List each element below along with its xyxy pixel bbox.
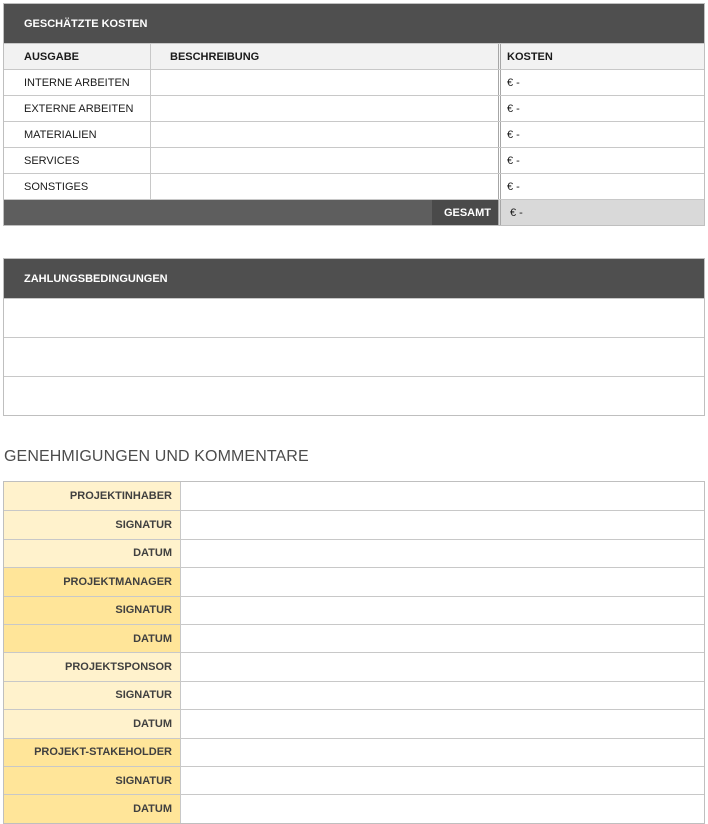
costs-column-header-row <box>4 43 704 69</box>
table-row <box>4 794 704 822</box>
total-row <box>4 199 704 225</box>
approval-value[interactable] <box>181 653 704 680</box>
approvals-title: GENEHMIGUNGEN UND KOMMENTARE <box>4 448 309 465</box>
approval-label: SIGNATUR <box>4 597 181 624</box>
description-cell[interactable] <box>151 174 498 199</box>
approval-value[interactable] <box>181 710 704 737</box>
column-header-expense: AUSGABE <box>4 44 151 69</box>
table-row <box>4 69 704 95</box>
table-row <box>4 95 704 121</box>
cost-cell[interactable]: € - <box>498 174 704 199</box>
payment-terms-section <box>3 258 705 416</box>
expense-cell: SONSTIGES <box>4 174 151 199</box>
approval-label: DATUM <box>4 625 181 652</box>
payment-terms-line[interactable] <box>4 337 704 376</box>
description-cell[interactable] <box>151 148 498 173</box>
expense-cell: EXTERNE ARBEITEN <box>4 96 151 121</box>
expense-cell: SERVICES <box>4 148 151 173</box>
approval-value[interactable] <box>181 682 704 709</box>
table-row <box>4 567 704 595</box>
approval-label: PROJEKTMANAGER <box>4 568 181 595</box>
approval-value[interactable] <box>181 482 704 510</box>
cost-cell[interactable]: € - <box>498 148 704 173</box>
approval-value[interactable] <box>181 795 704 822</box>
column-header-description: BESCHREIBUNG <box>170 50 260 63</box>
description-cell[interactable] <box>151 96 498 121</box>
approval-value[interactable] <box>181 511 704 538</box>
table-row <box>4 121 704 147</box>
table-row <box>4 624 704 652</box>
table-row <box>4 539 704 567</box>
table-row <box>4 482 704 510</box>
approval-label: SIGNATUR <box>4 767 181 794</box>
table-row <box>4 681 704 709</box>
approval-label: DATUM <box>4 795 181 822</box>
approval-value[interactable] <box>181 597 704 624</box>
approval-value[interactable] <box>181 540 704 567</box>
approval-label: PROJEKTSPONSOR <box>4 653 181 680</box>
total-label: GESAMT <box>432 200 498 225</box>
description-cell[interactable] <box>151 70 498 95</box>
approval-label: PROJEKTINHABER <box>4 482 181 510</box>
cost-cell[interactable]: € - <box>498 96 704 121</box>
column-header-cost: KOSTEN <box>498 44 704 69</box>
approval-value[interactable] <box>181 739 704 766</box>
costs-title: GESCHÄTZTE KOSTEN <box>4 4 704 43</box>
table-row <box>4 709 704 737</box>
approval-value[interactable] <box>181 568 704 595</box>
approval-value[interactable] <box>181 767 704 794</box>
expense-cell: INTERNE ARBEITEN <box>4 70 151 95</box>
payment-terms-title: ZAHLUNGSBEDINGUNGEN <box>4 259 704 298</box>
table-row <box>4 173 704 199</box>
approval-label: DATUM <box>4 540 181 567</box>
table-row <box>4 147 704 173</box>
approval-label: PROJEKT-STAKEHOLDER <box>4 739 181 766</box>
cost-cell[interactable]: € - <box>498 122 704 147</box>
payment-terms-line[interactable] <box>4 376 704 415</box>
table-row <box>4 596 704 624</box>
approval-value[interactable] <box>181 625 704 652</box>
total-value: € - <box>498 200 704 225</box>
approval-label: DATUM <box>4 710 181 737</box>
table-row <box>4 738 704 766</box>
estimated-costs-table <box>3 3 705 226</box>
approval-label: SIGNATUR <box>4 682 181 709</box>
approval-label: SIGNATUR <box>4 511 181 538</box>
payment-terms-line[interactable] <box>4 298 704 337</box>
table-row <box>4 766 704 794</box>
table-row <box>4 652 704 680</box>
approvals-table <box>3 481 705 824</box>
description-cell[interactable] <box>151 122 498 147</box>
expense-cell: MATERIALIEN <box>4 122 151 147</box>
table-row <box>4 510 704 538</box>
cost-cell[interactable]: € - <box>498 70 704 95</box>
total-spacer <box>4 200 432 225</box>
